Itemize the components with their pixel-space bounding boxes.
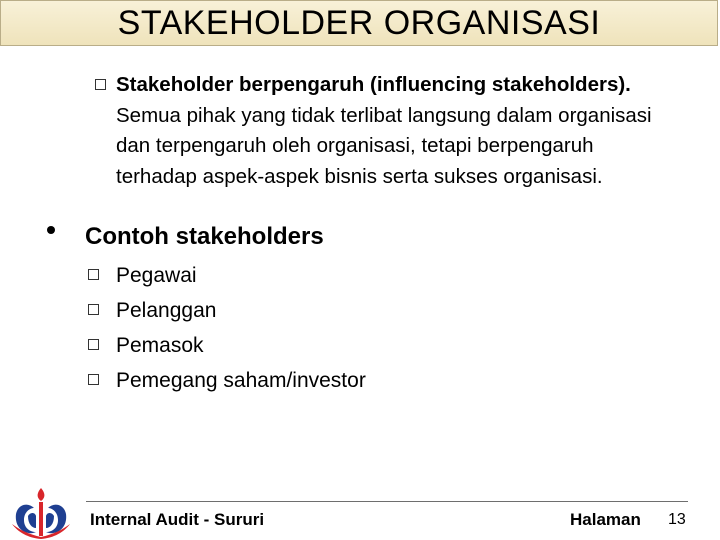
paragraph-bold-text: Stakeholder berpengaruh (influencing stakeholders). [116, 73, 631, 96]
bullet-icon [47, 226, 55, 234]
paragraph-text [116, 70, 656, 192]
footer-page-label: Halaman [570, 510, 641, 529]
footer-source: Internal Audit - Sururi [90, 510, 265, 529]
checkbox-icon [88, 304, 99, 315]
paragraph-body-text: Semua pihak yang tidak terlibat langsung dalam organisasi dan terpengaruh oleh organisasi, tetapi berpengaruh terhadap aspek-aspek bisnis serta sukses organisasi. [116, 103, 652, 188]
page-number: 13 [668, 511, 686, 528]
list-item-label: Pelanggan [116, 299, 217, 322]
slide-title: STAKEHOLDER ORGANISASI [117, 4, 601, 42]
list-item-label: Pemegang saham/investor [116, 369, 366, 392]
checkbox-icon [95, 79, 106, 90]
list-item-label: Pemasok [116, 334, 204, 357]
list-item-label: Pegawai [116, 264, 197, 287]
checkbox-icon [88, 339, 99, 350]
checkbox-icon [88, 269, 99, 280]
footer-divider [86, 501, 688, 502]
examples-heading: Contoh stakeholders [85, 223, 324, 250]
checkbox-icon [88, 374, 99, 385]
company-logo [8, 484, 74, 540]
